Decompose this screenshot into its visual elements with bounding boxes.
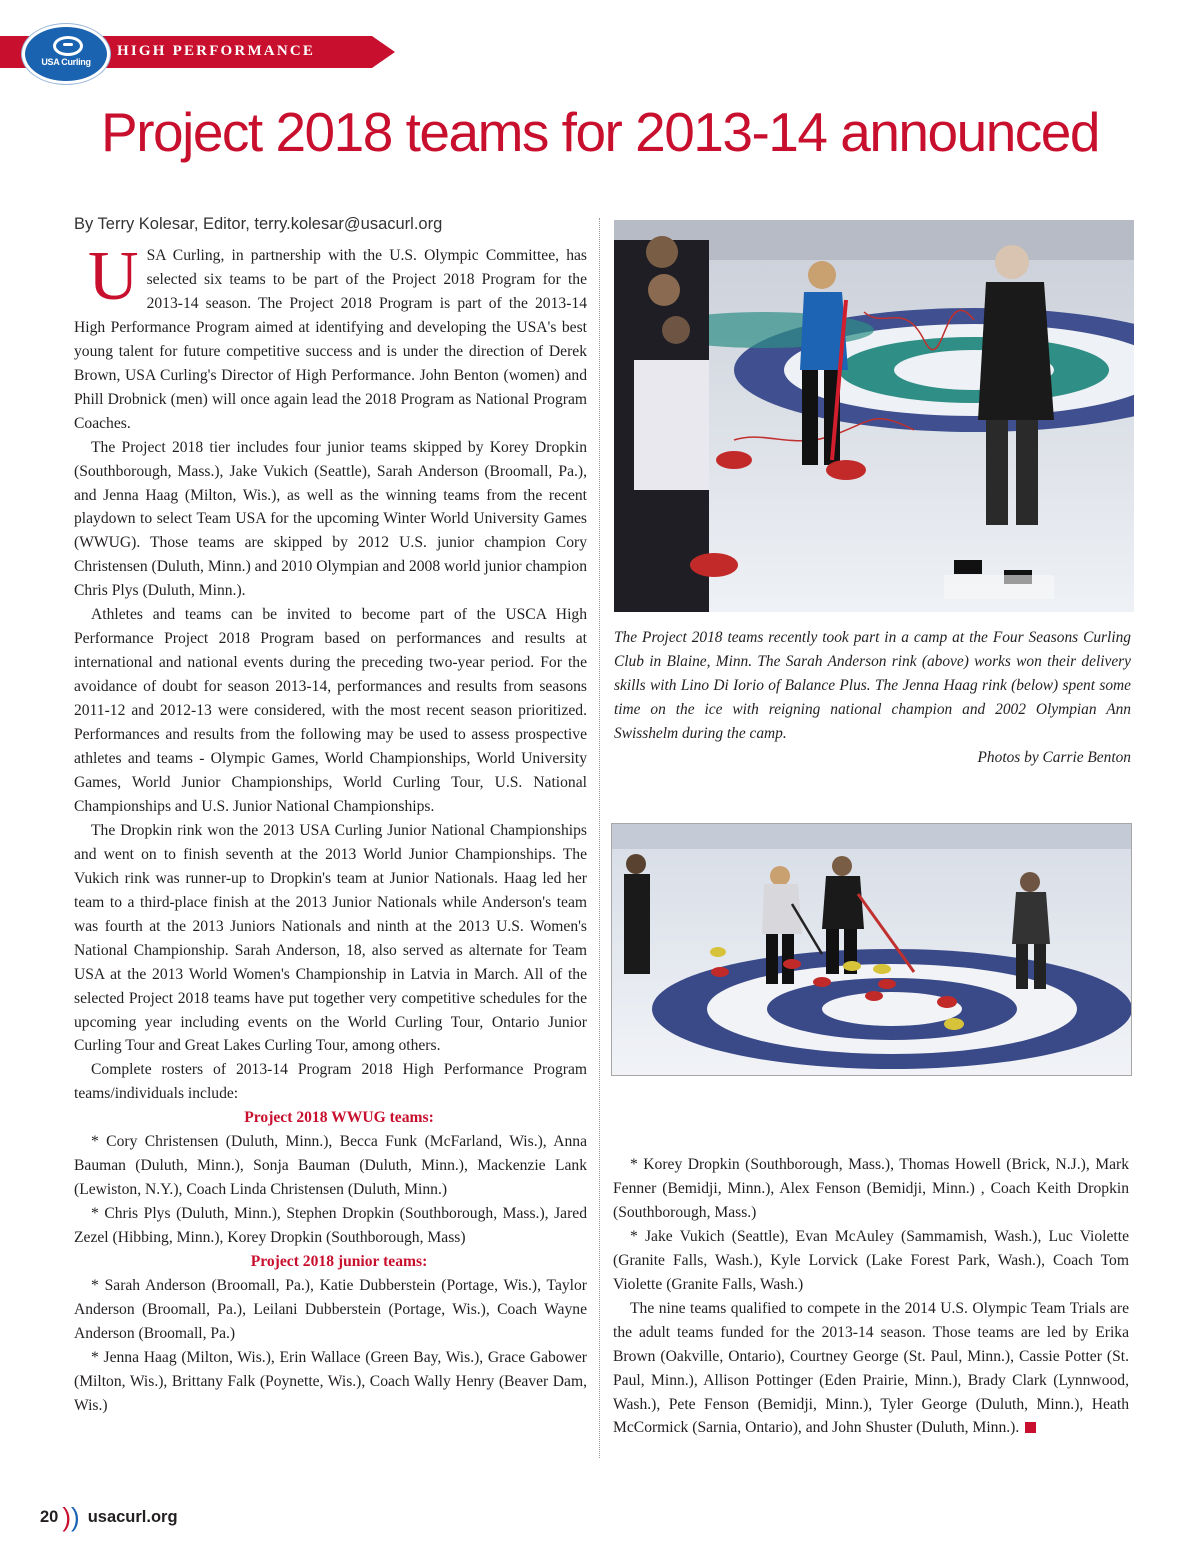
photo-credit: Photos by Carrie Benton [977,749,1131,766]
photo-haag-rink [611,823,1132,1076]
left-column [74,238,587,1418]
photo-anderson-rink [614,220,1134,612]
section-label: HIGH PERFORMANCE [117,43,316,59]
paragraph-3: Athletes and teams can be invited to become part of the USCA High Performance Project 2018 Program based on performances and results at international and national events during the preceding two-year period. For the avoidance of doubt for season 2013-14, performances and results from seasons 2011-12 and 2012-13 were considered, with the most recent season prioritized. Performances and results from the following may be used to assess prospective athletes and teams - Olympic Games, World Championships, World University Games, World Junior Championships, World Curling Tour, U.S. National Championships and U.S. Junior National Championships. [74,606,587,815]
roster-junior-3: * Korey Dropkin (Southborough, Mass.), Thomas Howell (Brick, N.J.), Mark Fenner (Bemidji, Minn.), Alex Fenson (Bemidji, Minn.) , Coach Keith Dropkin (Southborough, Mass.) [613,1156,1129,1221]
end-mark [1025,1422,1036,1433]
article-title: Project 2018 teams for 2013-14 announced [101,101,1099,163]
paragraph-4: The Dropkin rink won the 2013 USA Curling Junior National Championships and went on to finish seventh at the 2013 World Junior Championships. The Vukich rink was runner-up to Dropkin's team at Junior Nationals. Haag led her team to a third-place finish at the 2013 Junior Nationals while Anderson's team was fourth at the 2013 Juniors Nationals and ninth at the 2013 U.S. Women's National Championship. Sarah Anderson, 18, also served as alternate for Team USA at the 2013 World Women's Championship in Latvia in March. All of the selected Project 2018 teams have put together very competitive schedules for the upcoming year including events on the World Curling Tour, Ontario Junior Curling Tour and Great Lakes Curling Tour, among others. [74,821,587,1055]
paragraph-1: USA Curling, in partnership with the U.S. Olympic Committee, has selected six teams to be part of the Project 2018 Program for the 2013-14 season. The Project 2018 Program is part of the 2013-14 High Performance Program aimed at identifying and developing the USA's best young talent for future competitive success and is under the direction of Derek Brown, USA Curling's Director of High Performance. John Benton (women) and Phill Drobnick (men) will once again lead the 2018 Program as National Program Coaches. [74,238,587,432]
curling-stone-icon [53,36,83,56]
subhead-wwug: Project 2018 WWUG teams: [244,1109,434,1127]
subhead-junior: Project 2018 junior teams: [250,1253,428,1271]
paragraph-final: The nine teams qualified to compete in the 2014 U.S. Olympic Team Trials are the adult teams funded for the 2013-14 season. Those teams are led by Erika Brown (Oakville, Ontario), Courtney George (St. Paul, Minn.), Cassie Potter (St. Paul, Minn.), Allison Pottinger (Eden Prairie, Minn.), Brady Clark (Lynnwood, Wash.), Pete Fenson (Bemidji, Minn.), Tyler George (Duluth, Minn.), Heath McCormick (Sarnia, Ontario), and John Shuster (Duluth, Minn.). [613,1299,1129,1437]
footer-red-bracket: ) [62,1501,72,1532]
logo-text: USA Curling [41,57,91,67]
paragraph-5: Complete rosters of 2013-14 Program 2018 High Performance Program teams/individuals include: [74,1061,587,1103]
column-divider [599,218,600,1458]
roster-junior-4: * Jake Vukich (Seattle), Evan McAuley (Sammamish, Wash.), Luc Violette (Granite Falls, Wash.), Kyle Lorvick (Lake Forest Park, Wash.), Coach Tom Violette (Granite Falls, Wash.) [613,1227,1129,1293]
footer-blue-bracket: ) [71,1501,80,1532]
usa-curling-logo [22,24,110,84]
roster-wwug-1: * Cory Christensen (Duluth, Minn.), Becca Funk (McFarland, Wis.), Anna Bauman (Duluth, Minn.), Sonja Bauman (Duluth, Minn.), Mackenzie Lank (Lewiston, N.Y.), Coach Linda Christensen (Duluth, Minn.) [74,1133,587,1199]
roster-junior-2: * Jenna Haag (Milton, Wis.), Erin Wallace (Green Bay, Wis.), Grace Gabower (Milton, Wis.), Brittany Falk (Poynette, Wis.), Coach Wally Henry (Beaver Dam, Wis.) [74,1348,587,1414]
right-column [613,1153,1129,1440]
byline: By Terry Kolesar, Editor, terry.kolesar@usacurl.org [74,215,443,233]
photo-anderson-rink-image [614,220,1134,612]
drop-cap: U [88,238,139,315]
roster-wwug-2: * Chris Plys (Duluth, Minn.), Stephen Dropkin (Southborough, Mass.), Jared Zezel (Hibbing, Minn.), Korey Dropkin (Southborough, Mass) [74,1205,587,1247]
paragraph-2: The Project 2018 tier includes four junior teams skipped by Korey Dropkin (Southborough, Mass.), Jake Vukich (Seattle), Sarah Anderson (Broomall, Pa.), and Jenna Haag (Milton, Wis.), as well as the winning teams from the recent playdown to select Team USA for the upcoming Winter World University Games (WWUG). Those teams are skipped by 2012 U.S. junior champion Cory Christensen (Duluth, Minn.) and 2010 Olympian and 2008 world junior champion Chris Plys (Duluth, Minn.). [74,438,587,600]
photo-caption: The Project 2018 teams recently took part in a camp at the Four Seasons Curling Club in Blaine, Minn. The Sarah Anderson rink (above) works won their delivery skills with Lino Di Iorio of Balance Plus. The Jenna Haag rink (below) spent some time on the ice with reigning national champion and 2002 Olympian Ann Swisshelm during the camp. [614,629,1131,742]
page-number: 20 [40,1507,59,1526]
site-url[interactable]: usacurl.org [87,1507,178,1526]
page-footer [40,1502,178,1532]
photo-haag-rink-image [612,824,1131,1075]
roster-junior-1: * Sarah Anderson (Broomall, Pa.), Katie Dubberstein (Portage, Wis.), Taylor Anderson (Broomall, Pa.), Leilani Dubberstein (Portage, Wis.), Coach Wayne Anderson (Broomall, Pa.) [74,1276,587,1342]
